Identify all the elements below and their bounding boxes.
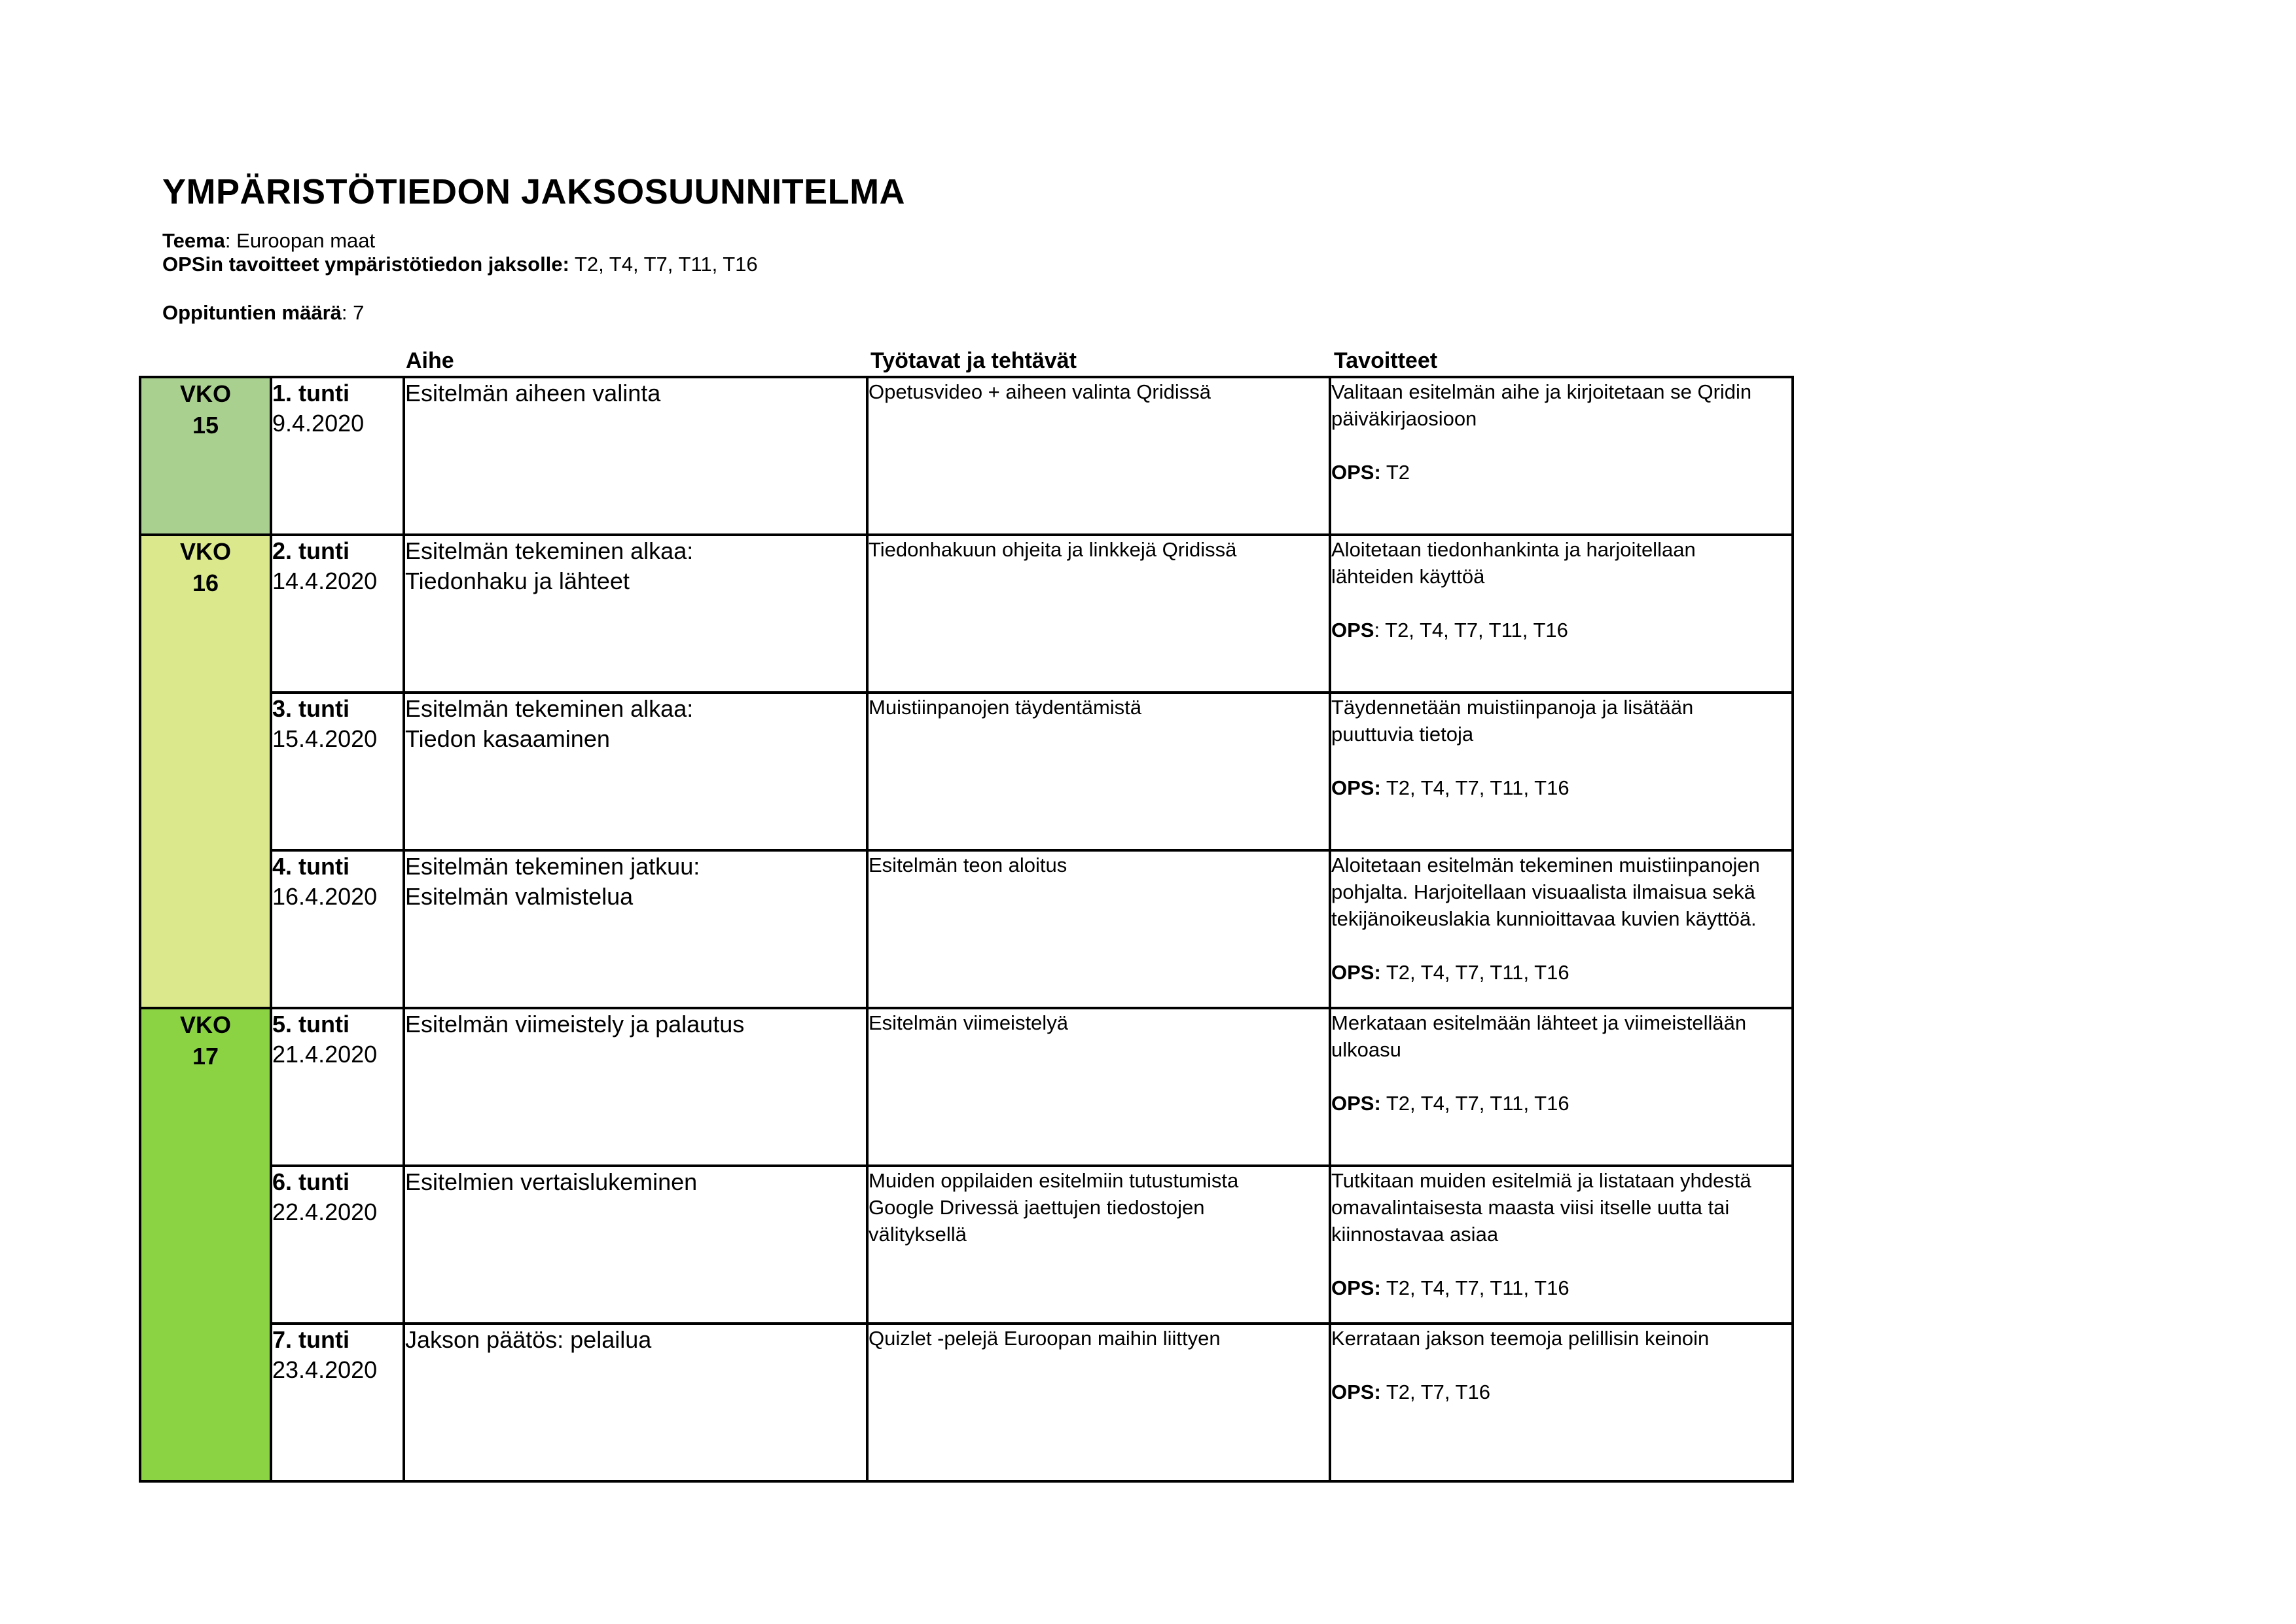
tasks-cell bbox=[867, 1166, 1330, 1324]
lesson-cell bbox=[271, 535, 404, 693]
goals-line: Aloitetaan esitelmän tekeminen muistiinpanojen bbox=[1331, 854, 1760, 876]
topic-line: Tiedon kasaaminen bbox=[405, 725, 610, 752]
week-number: 17 bbox=[192, 1043, 219, 1070]
topic-cell bbox=[404, 1008, 867, 1166]
lesson-number: 3. tunti bbox=[272, 695, 350, 722]
lesson-date: 15.4.2020 bbox=[272, 725, 378, 752]
lesson-cell bbox=[271, 1324, 404, 1481]
lesson-date: 23.4.2020 bbox=[272, 1356, 378, 1383]
goals-line: kiinnostavaa asiaa bbox=[1331, 1223, 1499, 1246]
lesson-date: 16.4.2020 bbox=[272, 883, 378, 910]
tasks-cell bbox=[867, 850, 1330, 1008]
topic-line: Esitelmien vertaislukeminen bbox=[405, 1168, 698, 1195]
goals-line: puuttuvia tietoja bbox=[1331, 723, 1474, 746]
tasks-line: välityksellä bbox=[869, 1223, 967, 1246]
column-header-goals: Tavoitteet bbox=[1334, 348, 1438, 373]
topic-cell bbox=[404, 377, 867, 535]
topic-line: Jakson päätös: pelailua bbox=[405, 1326, 652, 1353]
ops-label: OPS: bbox=[1331, 1276, 1381, 1299]
topic-cell bbox=[404, 535, 867, 693]
goals-line: Aloitetaan tiedonhankinta ja harjoitellaan bbox=[1331, 538, 1696, 561]
tasks-line: Quizlet -pelejä Euroopan maihin liittyen bbox=[869, 1327, 1221, 1350]
column-header-topic: Aihe bbox=[406, 348, 454, 373]
tasks-cell bbox=[867, 377, 1330, 535]
ops-goals bbox=[1331, 1090, 1791, 1117]
topic-line: Esitelmän valmistelua bbox=[405, 883, 634, 910]
theme-value: : Euroopan maat bbox=[224, 229, 376, 252]
ops-goals bbox=[1331, 1379, 1791, 1405]
ops-value: T2, T4, T7, T11, T16 bbox=[1380, 1092, 1570, 1115]
lesson-date: 22.4.2020 bbox=[272, 1199, 378, 1225]
goals-cell bbox=[1330, 1324, 1793, 1481]
lesson-cell bbox=[271, 1166, 404, 1324]
lesson-cell bbox=[271, 850, 404, 1008]
topic-cell bbox=[404, 693, 867, 850]
tasks-cell bbox=[867, 693, 1330, 850]
topic-cell bbox=[404, 1166, 867, 1324]
ops-goals-value: T2, T4, T7, T11, T16 bbox=[569, 253, 758, 276]
week-number: 15 bbox=[192, 412, 219, 439]
ops-label: OPS bbox=[1331, 619, 1374, 641]
ops-goals bbox=[1331, 1274, 1791, 1301]
topic-cell bbox=[404, 1324, 867, 1481]
goals-cell bbox=[1330, 535, 1793, 693]
goals-cell bbox=[1330, 693, 1793, 850]
goals-line: Valitaan esitelmän aihe ja kirjoitetaan se Qridin bbox=[1331, 380, 1752, 403]
lesson-number: 2. tunti bbox=[272, 537, 350, 564]
lesson-date: 14.4.2020 bbox=[272, 568, 378, 594]
tasks-cell bbox=[867, 1008, 1330, 1166]
lesson-date: 9.4.2020 bbox=[272, 410, 365, 437]
ops-value: T2 bbox=[1380, 461, 1410, 484]
goals-line: tekijänoikeuslakia kunnioittavaa kuvien käyttöä. bbox=[1331, 907, 1757, 930]
table-row bbox=[140, 1008, 1793, 1166]
lesson-number: 6. tunti bbox=[272, 1168, 350, 1195]
goals-cell bbox=[1330, 850, 1793, 1008]
goals-line: Tutkitaan muiden esitelmiä ja listataan yhdestä bbox=[1331, 1169, 1751, 1192]
theme-label: Teema bbox=[162, 229, 225, 252]
tasks-line: Muiden oppilaiden esitelmiin tutustumista bbox=[869, 1169, 1239, 1192]
tasks-line: Esitelmän viimeistelyä bbox=[869, 1011, 1068, 1034]
goals-line: lähteiden käyttöä bbox=[1331, 565, 1485, 588]
ops-goals bbox=[1331, 617, 1791, 643]
ops-label: OPS: bbox=[1331, 961, 1381, 984]
lesson-number: 5. tunti bbox=[272, 1011, 350, 1038]
table-row bbox=[140, 850, 1793, 1008]
goals-line: Merkataan esitelmään lähteet ja viimeistellään bbox=[1331, 1011, 1747, 1034]
page-title: YMPÄRISTÖTIEDON JAKSOSUUNNITELMA bbox=[162, 172, 906, 211]
lesson-plan-table bbox=[139, 376, 1794, 1483]
lesson-cell bbox=[271, 377, 404, 535]
tasks-line: Opetusvideo + aiheen valinta Qridissä bbox=[869, 380, 1211, 403]
goals-line: Täydennetään muistiinpanoja ja lisätään bbox=[1331, 696, 1694, 719]
table-row bbox=[140, 693, 1793, 850]
topic-line: Tiedonhaku ja lähteet bbox=[405, 568, 630, 594]
goals-line: päiväkirjaosioon bbox=[1331, 407, 1477, 430]
lesson-number: 7. tunti bbox=[272, 1326, 350, 1353]
ops-goals bbox=[1331, 959, 1791, 986]
lesson-number: 4. tunti bbox=[272, 853, 350, 880]
week-cell bbox=[140, 377, 271, 535]
goals-cell bbox=[1330, 1008, 1793, 1166]
tasks-cell bbox=[867, 1324, 1330, 1481]
table-row bbox=[140, 377, 1793, 535]
ops-label: OPS: bbox=[1331, 461, 1381, 484]
week-label: VKO bbox=[179, 380, 231, 407]
topic-line: Esitelmän aiheen valinta bbox=[405, 380, 661, 406]
ops-value: T2, T4, T7, T11, T16 bbox=[1380, 1276, 1570, 1299]
table-row bbox=[140, 535, 1793, 693]
tasks-line: Google Drivessä jaettujen tiedostojen bbox=[869, 1196, 1205, 1219]
topic-line: Esitelmän tekeminen alkaa: bbox=[405, 537, 694, 564]
week-label: VKO bbox=[179, 538, 231, 565]
topic-line: Esitelmän tekeminen alkaa: bbox=[405, 695, 694, 722]
week-number: 16 bbox=[192, 569, 219, 596]
ops-value: T2, T7, T16 bbox=[1380, 1380, 1490, 1403]
tasks-line: Esitelmän teon aloitus bbox=[869, 854, 1067, 876]
ops-label: OPS: bbox=[1331, 776, 1381, 799]
lesson-count-label: Oppituntien määrä bbox=[162, 301, 342, 324]
ops-goals bbox=[1331, 459, 1791, 486]
table-row bbox=[140, 1324, 1793, 1481]
lesson-cell bbox=[271, 693, 404, 850]
tasks-cell bbox=[867, 535, 1330, 693]
tasks-line: Muistiinpanojen täydentämistä bbox=[869, 696, 1142, 719]
goals-line: pohjalta. Harjoitellaan visuaalista ilmaisua sekä bbox=[1331, 880, 1755, 903]
topic-line: Esitelmän viimeistely ja palautus bbox=[405, 1011, 745, 1038]
ops-goals-line bbox=[162, 253, 758, 276]
lesson-count-value: : 7 bbox=[341, 301, 365, 324]
goals-line: ulkoasu bbox=[1331, 1038, 1401, 1061]
lesson-date: 21.4.2020 bbox=[272, 1041, 378, 1068]
topic-cell bbox=[404, 850, 867, 1008]
ops-label: OPS: bbox=[1331, 1092, 1381, 1115]
lesson-number: 1. tunti bbox=[272, 380, 350, 406]
goals-cell bbox=[1330, 377, 1793, 535]
week-label: VKO bbox=[179, 1011, 231, 1038]
goals-line: omavalintaisesta maasta viisi itselle uutta tai bbox=[1331, 1196, 1730, 1219]
table-row bbox=[140, 1166, 1793, 1324]
ops-label: OPS: bbox=[1331, 1380, 1381, 1403]
ops-goals bbox=[1331, 774, 1791, 801]
column-header-tasks: Työtavat ja tehtävät bbox=[870, 348, 1077, 373]
tasks-line: Tiedonhakuun ohjeita ja linkkejä Qridissä bbox=[869, 538, 1237, 561]
ops-value: T2, T4, T7, T11, T16 bbox=[1380, 776, 1570, 799]
theme-line bbox=[162, 229, 375, 253]
week-cell bbox=[140, 1008, 271, 1481]
topic-line: Esitelmän tekeminen jatkuu: bbox=[405, 853, 700, 880]
lesson-cell bbox=[271, 1008, 404, 1166]
ops-value: T2, T4, T7, T11, T16 bbox=[1380, 961, 1570, 984]
ops-goals-label: OPSin tavoitteet ympäristötiedon jaksolle: bbox=[162, 253, 569, 276]
goals-line: Kerrataan jakson teemoja pelillisin keinoin bbox=[1331, 1327, 1710, 1350]
goals-cell bbox=[1330, 1166, 1793, 1324]
lesson-count-line bbox=[162, 301, 364, 325]
ops-value: : T2, T4, T7, T11, T16 bbox=[1374, 619, 1568, 641]
week-cell bbox=[140, 535, 271, 1008]
